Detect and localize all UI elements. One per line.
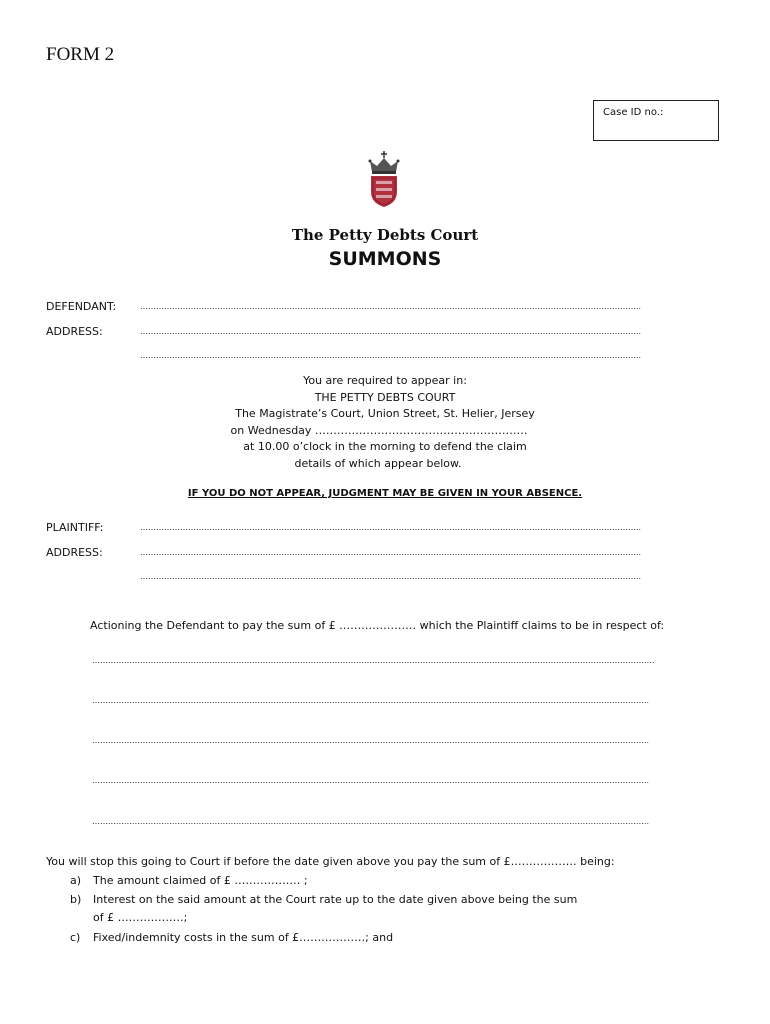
claim-detail-line-3[interactable]: …….…………………………………………………………………………………………………………………………………………………………………………………. (92, 736, 650, 745)
jersey-crest-icon (367, 150, 401, 208)
plaintiff-address-line-1[interactable]: …………………………………………………………………………………………………………………………………………………………………….. (140, 548, 642, 557)
appearance-block (0, 373, 770, 472)
claim-detail-line-2[interactable]: …….…………………………………………………………………………………………………………………………………………………………………………………. (92, 696, 650, 705)
plaintiff-name-line[interactable]: …………………………………………………………………………………………………………………………………………………………………….. (140, 523, 642, 532)
list-marker-a: a) (70, 874, 82, 887)
claim-detail-line-1[interactable]: …….…………………………………………………………………………………………………………………………………………………………………………………… (92, 656, 655, 665)
case-id-box[interactable] (593, 100, 719, 141)
stop-intro: You will stop this going to Court if before the date given above you pay the sum of £……………… being: (46, 855, 615, 868)
claim-detail-line-5[interactable]: …….…………………………………………………………………………………………………………………………………………………………………………………. (92, 817, 650, 826)
case-id-label: Case ID no.: (603, 107, 664, 118)
appearance-line: details of which appear below. (294, 456, 462, 470)
defendant-address-line-1[interactable]: …………………………………………………………………………………………………………………………………………………………………….. (140, 327, 642, 336)
plaintiff-address-label: ADDRESS: (46, 546, 103, 559)
appearance-line: You are required to appear in: (303, 374, 467, 387)
appearance-date-line[interactable]: on Wednesday …………………………………………………. (230, 423, 528, 437)
list-marker-c: c) (70, 931, 81, 944)
appearance-line: THE PETTY DEBTS COURT (314, 390, 456, 404)
appearance-line: at 10.00 o’clock in the morning to defend the claim (243, 440, 527, 453)
item-interest: Interest on the said amount at the Court rate up to the date given above being the sum (93, 893, 578, 906)
defendant-address-line-2[interactable]: …………………………………………………………………………………………………………………………………………………………………….. (140, 351, 642, 360)
plaintiff-label: PLAINTIFF: (46, 521, 104, 534)
item-interest-amount: of £ ………………; (93, 911, 188, 924)
appearance-line: The Magistrate’s Court, Union Street, St. Helier, Jersey (235, 407, 535, 420)
defendant-address-label: ADDRESS: (46, 325, 103, 338)
defendant-label: DEFENDANT: (46, 300, 117, 313)
item-amount-claimed: The amount claimed of £ ……………… ; (93, 874, 308, 887)
summons-title: SUMMONS (328, 248, 442, 270)
form-number: FORM 2 (46, 44, 115, 65)
claim-intro: Actioning the Defendant to pay the sum of £ ………………… which the Plaintiff claims to be in respect of: (90, 619, 665, 632)
plaintiff-address-line-2[interactable]: …………………………………………………………………………………………………………………………………………………………………….. (140, 572, 642, 581)
list-marker-b: b) (70, 893, 82, 906)
defendant-name-line[interactable]: …………………………………………………………………………………………………………………………………………………………………….. (140, 302, 642, 311)
item-costs: Fixed/indemnity costs in the sum of £………………; and (93, 931, 394, 944)
claim-detail-line-4[interactable]: …….…………………………………………………………………………………………………………………………………………………………………………………. (92, 776, 650, 785)
absence-warning: IF YOU DO NOT APPEAR, JUDGMENT MAY BE GIVEN IN YOUR ABSENCE. (187, 488, 583, 499)
court-title: The Petty Debts Court (291, 226, 479, 244)
